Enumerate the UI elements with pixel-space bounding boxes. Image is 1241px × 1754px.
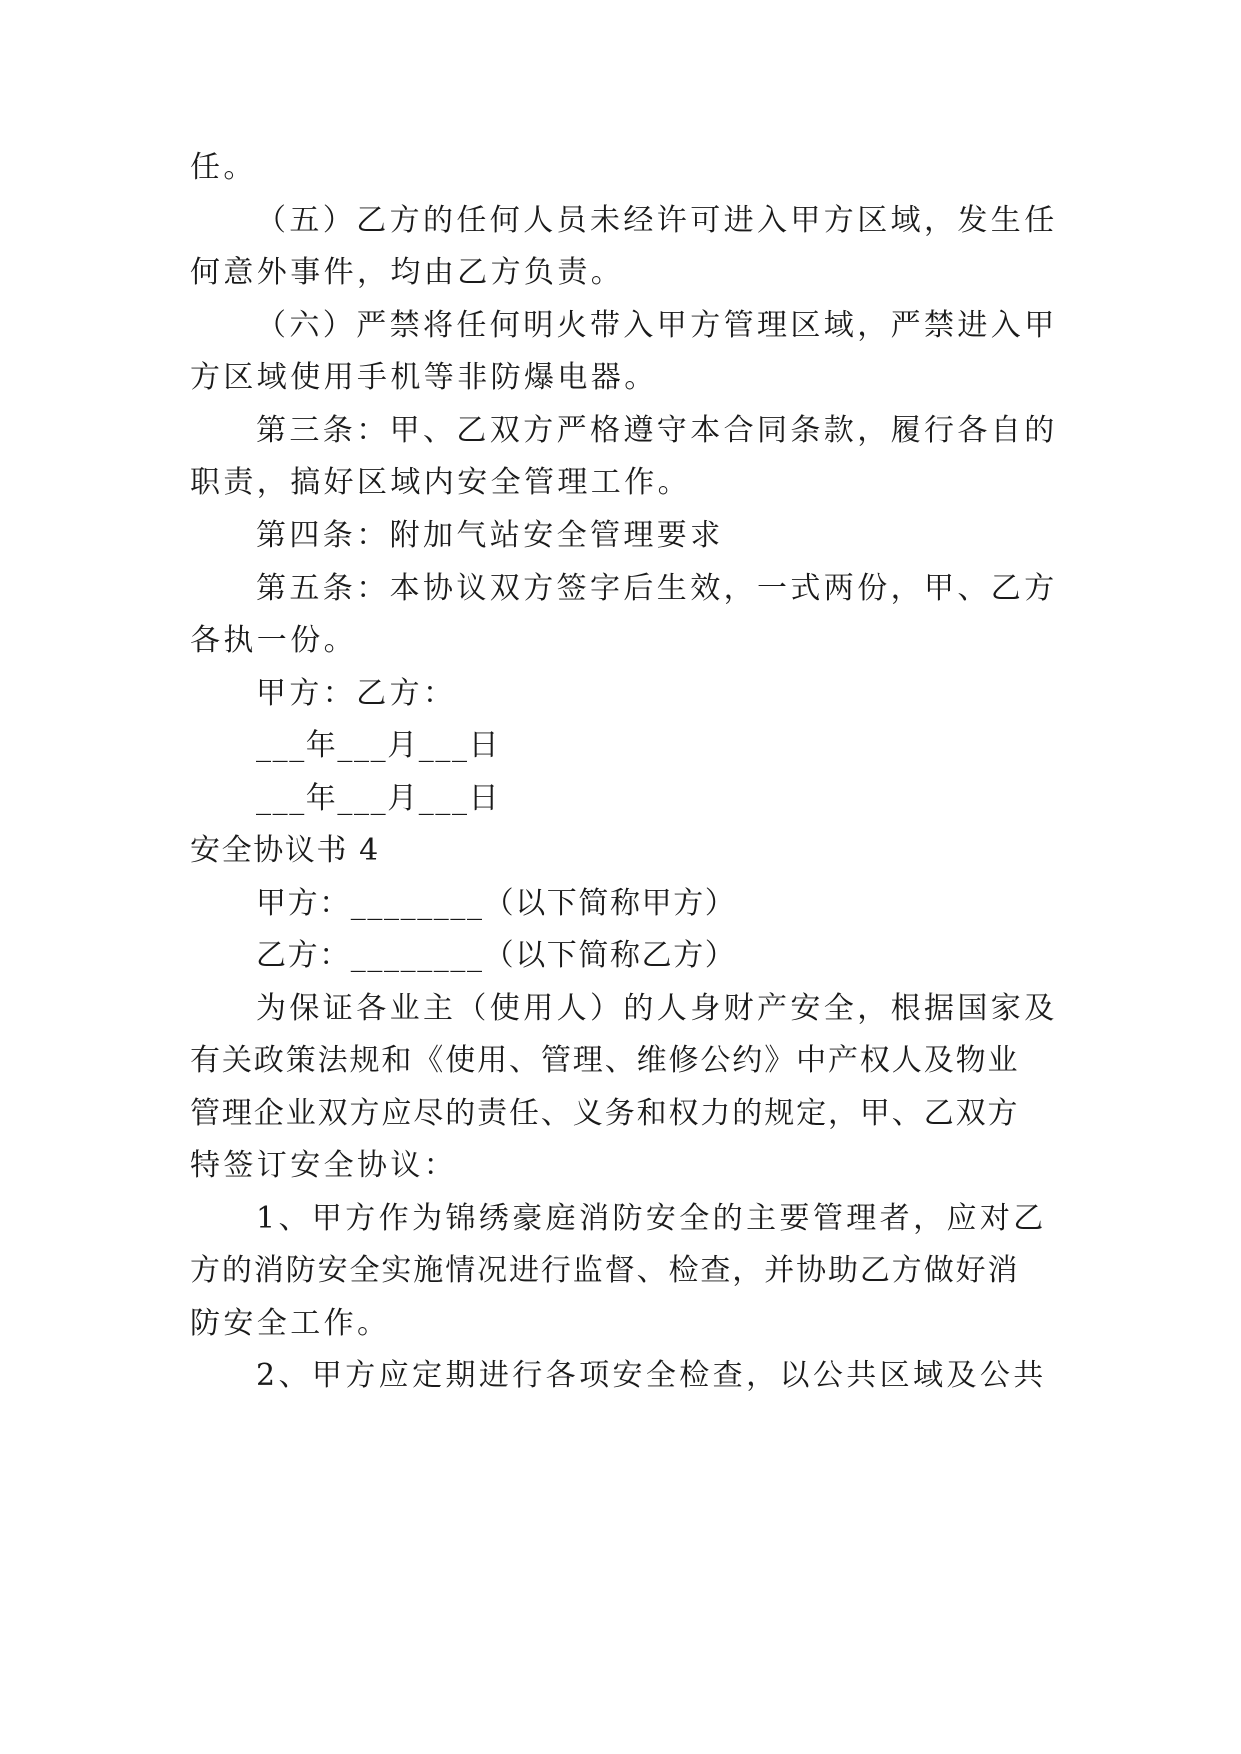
text-line: 方的消防安全实施情况进行监督、检查，并协助乙方做好消	[190, 1253, 1020, 1288]
text-line: 第四条：附加气站安全管理要求	[256, 518, 724, 553]
party-a-line: 甲方：________（以下简称甲方）	[256, 886, 737, 921]
text-line: 管理企业双方应尽的责任、义务和权力的规定，甲、乙双方	[190, 1096, 1020, 1131]
text-line: 特签订安全协议：	[190, 1148, 458, 1183]
text-line: 第三条：甲、乙双方严格遵守本合同条款，履行各自的	[256, 413, 1058, 448]
text-line: 职责，搞好区域内安全管理工作。	[190, 465, 691, 500]
text-line: （六）严禁将任何明火带入甲方管理区域，严禁进入甲	[256, 308, 1058, 343]
date-line: ___年___月___日	[256, 728, 501, 763]
text-line: 为保证各业主（使用人）的人身财产安全，根据国家及	[256, 991, 1058, 1026]
text-line: （五）乙方的任何人员未经许可进入甲方区域，发生任	[256, 203, 1058, 238]
text-line: 2、甲方应定期进行各项安全检查，以公共区域及公共	[256, 1358, 1047, 1393]
text-line: 方区域使用手机等非防爆电器。	[190, 360, 658, 395]
text-line: 各执一份。	[190, 623, 357, 658]
text-line: 第五条：本协议双方签字后生效，一式两份，甲、乙方	[256, 571, 1058, 606]
text-line: 何意外事件，均由乙方负责。	[190, 255, 625, 290]
date-line: ___年___月___日	[256, 781, 501, 816]
signature-parties: 甲方：乙方：	[256, 676, 457, 711]
party-b-line: 乙方：________（以下简称乙方）	[256, 938, 737, 973]
text-line: 有关政策法规和《使用、管理、维修公约》中产权人及物业	[190, 1043, 1020, 1078]
text-line: 1、甲方作为锦绣豪庭消防安全的主要管理者，应对乙	[256, 1201, 1047, 1236]
text-line: 防安全工作。	[190, 1306, 391, 1341]
text-line: 任。	[190, 150, 257, 185]
section-heading: 安全协议书 4	[190, 833, 380, 868]
